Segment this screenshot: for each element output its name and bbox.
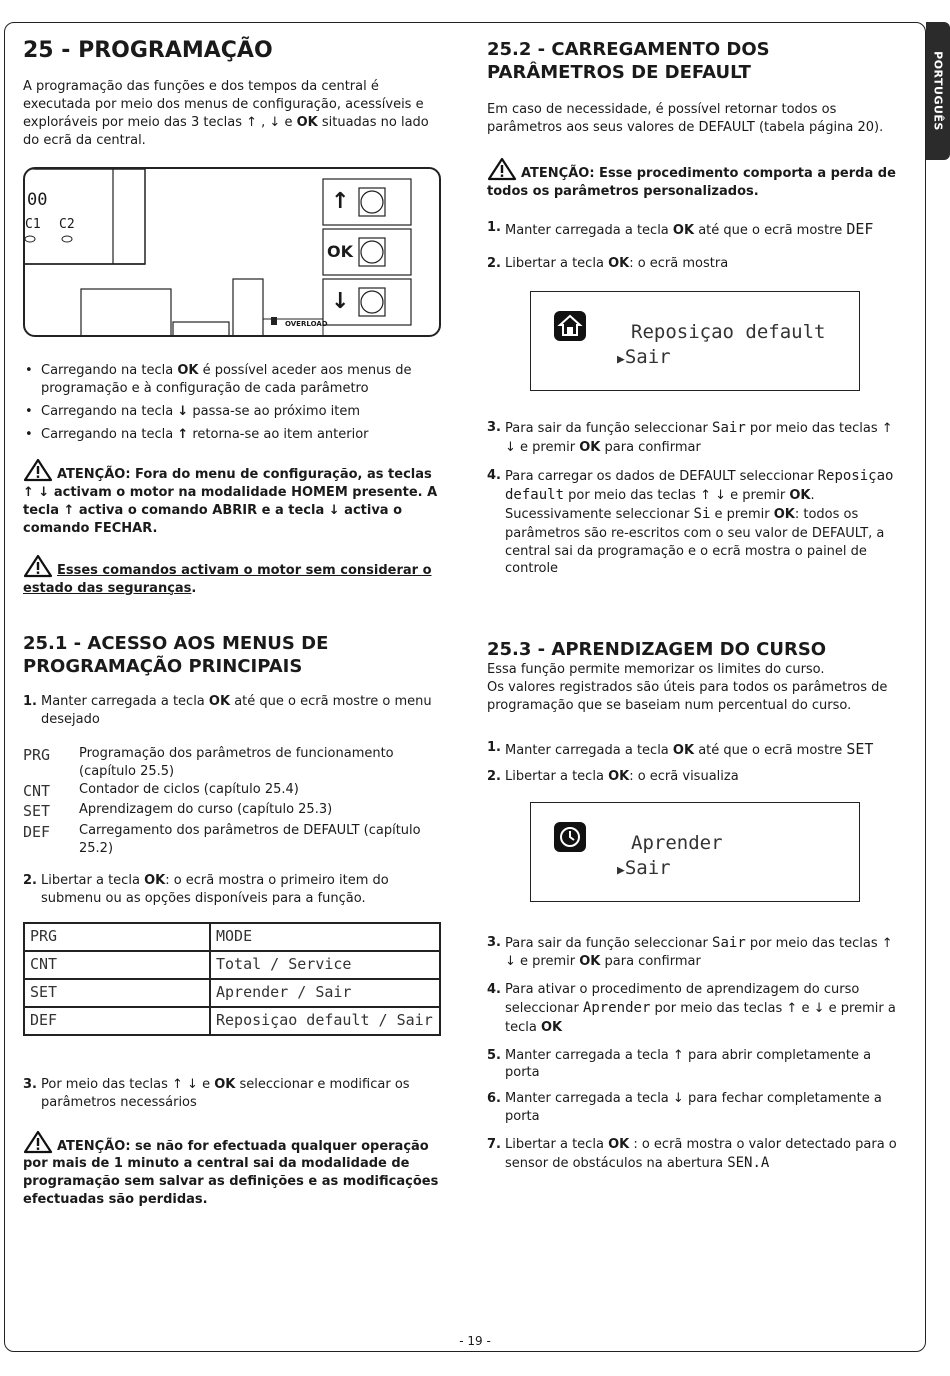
step-item bbox=[23, 1076, 443, 1112]
section-25-3 bbox=[487, 638, 902, 1184]
step-number: 7. bbox=[487, 1137, 501, 1153]
step-text-c: e premir bbox=[520, 439, 576, 455]
step-number: 3. bbox=[487, 420, 501, 436]
step-text-a: Por meio das teclas bbox=[41, 1076, 168, 1092]
section-25-intro bbox=[23, 78, 443, 150]
section-25-2 bbox=[487, 38, 902, 588]
warning-icon bbox=[23, 458, 53, 482]
step-text-a: Manter carregada a tecla bbox=[505, 1091, 669, 1107]
menu-code-row bbox=[23, 745, 443, 781]
lcd-line-2-wrap bbox=[617, 855, 671, 881]
lcd-line-1: Reposiçao default bbox=[631, 321, 826, 344]
step-text bbox=[505, 934, 902, 971]
step-text bbox=[505, 219, 902, 240]
step-text-a: Manter carregada a tecla bbox=[505, 222, 669, 238]
intro-ok: OK bbox=[296, 115, 318, 131]
menu-code: DEF bbox=[23, 822, 51, 841]
step-number: 1. bbox=[23, 693, 37, 709]
step-text-c: e premir a tecla bbox=[505, 1001, 896, 1035]
section-25-3-intro-1: Essa função permite memorizar os limites do curso. bbox=[487, 662, 825, 678]
step-text-a: Libertar a tecla bbox=[505, 769, 604, 785]
step-number: 2. bbox=[23, 872, 37, 888]
left-column bbox=[23, 38, 443, 598]
table-cell-menu: DEF bbox=[24, 1007, 210, 1035]
step-ok: OK bbox=[579, 439, 601, 455]
lcd-display-default bbox=[530, 291, 860, 391]
bullet-key: OK bbox=[177, 363, 199, 379]
language-tab bbox=[926, 22, 950, 160]
section-25-1 bbox=[23, 632, 443, 1209]
step-text bbox=[505, 255, 902, 273]
step-number: 2. bbox=[487, 769, 501, 785]
step-down-arrow: ↓ bbox=[813, 1001, 825, 1017]
menu-code-row bbox=[23, 822, 443, 858]
step-text-c: e premir bbox=[730, 487, 786, 503]
board-up-arrow-icon: ↑ bbox=[331, 189, 350, 215]
step-text bbox=[505, 739, 902, 760]
step-text-d: . bbox=[810, 487, 815, 503]
step-code-2: Si bbox=[693, 506, 711, 523]
bullet-item bbox=[23, 426, 443, 444]
table-cell-options: Aprender / Sair bbox=[210, 979, 440, 1007]
lcd-line-1: Aprender bbox=[631, 832, 723, 855]
table-row bbox=[24, 923, 440, 951]
step-item bbox=[487, 934, 902, 971]
step-item bbox=[487, 981, 902, 1036]
step-text bbox=[41, 1076, 443, 1112]
menu-desc: Contador de ciclos (capítulo 25.4) bbox=[79, 781, 299, 797]
step-code: SEN.A bbox=[727, 1155, 770, 1172]
step-text-a: Manter carregada a tecla bbox=[505, 743, 669, 759]
warning-end: . bbox=[191, 580, 197, 596]
step-ok: OK bbox=[789, 487, 811, 503]
board-ok-label: OK bbox=[327, 242, 353, 262]
step-text bbox=[505, 1090, 902, 1126]
table-row bbox=[24, 951, 440, 979]
warning-icon bbox=[487, 157, 517, 181]
step-text bbox=[505, 467, 902, 579]
step-item bbox=[487, 739, 902, 760]
step-text-b: para abrir completamente a porta bbox=[505, 1047, 872, 1081]
step-text bbox=[505, 981, 902, 1036]
step-ok: OK bbox=[608, 769, 630, 785]
step-item bbox=[487, 768, 902, 786]
step-item bbox=[23, 693, 443, 729]
step-and: e bbox=[801, 1001, 810, 1017]
step-text bbox=[505, 1047, 902, 1083]
step-ok-2: OK bbox=[773, 507, 795, 523]
menu-code-list bbox=[23, 745, 443, 858]
section-25-2-title: 25.2 - CARREGAMENTO DOS PARÂMETROS DE DEFAULT bbox=[487, 39, 770, 84]
table-cell-menu: PRG bbox=[24, 923, 210, 951]
table-cell-menu: SET bbox=[24, 979, 210, 1007]
step-text bbox=[505, 419, 902, 456]
bullet-item bbox=[23, 403, 443, 421]
step-code: Aprender bbox=[582, 1000, 651, 1017]
warning-text: ATENÇÃO: se não for efectuada qualquer operação por mais de 1 minuto a central sai da modalidade de programação sem salvar as definições e as modificações efectuadas são perdidas. bbox=[23, 1138, 439, 1208]
step-arrows: ↑ ↓ bbox=[700, 487, 726, 503]
lcd-display-learn bbox=[530, 802, 860, 902]
control-board-illustration bbox=[23, 167, 441, 337]
step-text bbox=[41, 693, 443, 729]
section-25-1-title: 25.1 - ACESSO AOS MENUS DE PROGRAMAÇÃO PRINCIPAIS bbox=[23, 633, 329, 678]
step-ok: OK bbox=[144, 872, 166, 888]
menu-code-row bbox=[23, 781, 443, 802]
step-ok: OK bbox=[208, 693, 231, 709]
intro-and: e bbox=[284, 115, 293, 131]
warning-text: ATENÇÃO: Fora do menu de configuração, as teclas ↑ ↓ activam o motor na modalidade HOMEM presente. A tecla ↑ activa o comando ABRIR e a tecla ↓ activa o comando FECHAR. bbox=[23, 466, 438, 536]
menu-desc: Aprendizagem do curso (capítulo 25.3) bbox=[79, 802, 333, 818]
step-item bbox=[23, 872, 443, 908]
warning-default bbox=[487, 157, 902, 201]
menu-code: SET bbox=[23, 802, 51, 821]
board-c1-label: C1 bbox=[25, 217, 41, 233]
menu-desc: Carregamento dos parâmetros de DEFAULT (capítulo 25.2) bbox=[79, 822, 421, 856]
menu-code: CNT bbox=[23, 781, 51, 800]
lcd-cursor-icon: ▶ bbox=[617, 352, 625, 368]
step-text-b: : o ecrã mostra o valor detectado para o sensor de obstáculos na abertura bbox=[505, 1137, 897, 1172]
step-text-f: e premir bbox=[714, 507, 770, 523]
table-cell-options: MODE bbox=[210, 923, 440, 951]
step-text-b: até que o ecrã mostre o menu desejado bbox=[41, 693, 432, 727]
warning-text: Esses comandos activam o motor sem considerar o estado das seguranças bbox=[23, 562, 432, 596]
step-text-b: por meio das teclas bbox=[654, 1001, 783, 1017]
step-text-b: para fechar completamente a porta bbox=[505, 1091, 882, 1125]
bullet-item bbox=[23, 362, 443, 398]
step-item bbox=[487, 1047, 902, 1083]
step-number: 2. bbox=[487, 256, 501, 272]
step-text-b: : o ecrã mostra bbox=[629, 256, 729, 272]
warning-timeout bbox=[23, 1130, 443, 1210]
step-text-b: até que o ecrã mostre bbox=[698, 222, 843, 238]
board-drawing bbox=[25, 169, 441, 337]
step-number: 1. bbox=[487, 740, 501, 756]
lcd-line-2: Sair bbox=[624, 346, 671, 369]
step-text-c: e premir bbox=[520, 954, 576, 970]
warning-seguranca bbox=[23, 554, 443, 598]
warning-text: ATENÇÃO: Esse procedimento comporta a perda de todos os parâmetros personalizados. bbox=[487, 165, 896, 199]
warning-homem-presente bbox=[23, 458, 443, 538]
step-text bbox=[505, 768, 902, 786]
table-cell-menu: CNT bbox=[24, 951, 210, 979]
table-row bbox=[24, 979, 440, 1007]
bullet-key: ↓ bbox=[177, 404, 189, 420]
lcd-line-2: Sair bbox=[624, 857, 671, 880]
step-number: 3. bbox=[23, 1076, 37, 1092]
step-item bbox=[487, 1136, 902, 1173]
intro-text-end: situadas no lado do ecrã da central. bbox=[23, 115, 429, 149]
step-text-b: seleccionar e modificar os parâmetros necessários bbox=[41, 1076, 410, 1110]
intro-text: A programação das funções e dos tempos da central é executada por meio dos menus de configuração, acessíveis e exploráveis por meio das 3 teclas bbox=[23, 79, 424, 131]
step-up-arrow: ↑ bbox=[786, 1001, 798, 1017]
step-text-b: por meio das teclas bbox=[568, 487, 696, 503]
step-code: Reposiçao default bbox=[505, 467, 894, 503]
step-text-b: até que o ecrã mostre bbox=[698, 743, 843, 759]
step-ok: OK bbox=[608, 256, 630, 272]
step-ok: OK bbox=[540, 1019, 563, 1035]
step-number: 1. bbox=[487, 219, 501, 235]
board-overload-label: OVERLOAD bbox=[285, 320, 328, 329]
menu-code: PRG bbox=[23, 745, 51, 764]
step-text bbox=[505, 1136, 902, 1173]
language-tab-label: PORTUGUÊS bbox=[931, 51, 945, 131]
step-arrows: ↑ ↓ bbox=[505, 936, 893, 970]
step-text-a: Manter carregada a tecla bbox=[41, 693, 205, 709]
lcd-line-2-wrap bbox=[617, 344, 671, 370]
step-ok: OK bbox=[672, 743, 695, 759]
step-item bbox=[487, 419, 902, 456]
section-25-title: 25 - PROGRAMAÇÃO bbox=[23, 38, 273, 63]
section-25-3-intro-2: Os valores registrados são úteis para todos os parâmetros de programação que se baseiam num percentual do curso. bbox=[487, 680, 888, 714]
bullet-key: ↑ bbox=[177, 426, 189, 442]
bullet-text: Carregando na tecla bbox=[41, 404, 174, 420]
step-item bbox=[487, 1090, 902, 1126]
board-display-text: 00 bbox=[27, 190, 48, 211]
page-number: - 19 - bbox=[459, 1334, 491, 1348]
step-text-a: Para sair da função seleccionar bbox=[505, 421, 708, 437]
step-text-a: Para sair da função seleccionar bbox=[505, 936, 708, 952]
step-ok: OK bbox=[214, 1076, 236, 1092]
step-ok: OK bbox=[579, 954, 601, 970]
step-arrows: ↑ ↓ bbox=[172, 1076, 198, 1092]
step-number: 3. bbox=[487, 935, 501, 951]
step-code: SET bbox=[846, 740, 874, 759]
step-text-a: Libertar a tecla bbox=[505, 1137, 604, 1153]
bullet-text-end: retorna-se ao item anterior bbox=[192, 426, 369, 442]
learn-icon bbox=[553, 821, 587, 853]
section-25-3-title: 25.3 - APRENDIZAGEM DO CURSO bbox=[487, 639, 827, 660]
warning-icon bbox=[23, 554, 53, 578]
bullet-text-end: é possível aceder aos menus de programação e à configuração de cada parâmetro bbox=[41, 363, 412, 397]
step-item bbox=[487, 219, 902, 240]
step-number: 6. bbox=[487, 1091, 501, 1107]
bullet-text-end: passa-se ao próximo item bbox=[192, 404, 361, 420]
step-text-b: : o ecrã mostra o primeiro item do submenu ou as opções disponíveis para a função. bbox=[41, 872, 389, 906]
step-and: e bbox=[202, 1076, 211, 1092]
key-bullet-list bbox=[23, 362, 443, 444]
step-arrow: ↑ bbox=[672, 1047, 684, 1063]
bullet-text: Carregando na tecla bbox=[41, 363, 174, 379]
menu-desc: Programação dos parâmetros de funcionamento (capítulo 25.5) bbox=[79, 745, 394, 779]
step-item bbox=[487, 255, 902, 273]
step-ok: OK bbox=[672, 222, 695, 238]
table-cell-options: Reposiçao default / Sair bbox=[210, 1007, 440, 1035]
step-text-e: Sucessivamente seleccionar bbox=[505, 507, 690, 523]
table-row bbox=[24, 1007, 440, 1035]
step-text-a: Libertar a tecla bbox=[41, 872, 140, 888]
home-reset-icon bbox=[553, 310, 587, 342]
step-number: 4. bbox=[487, 467, 501, 483]
step-text-b: por meio das teclas bbox=[749, 421, 878, 437]
intro-arrows: ↑ , ↓ bbox=[246, 115, 281, 131]
step-arrows: ↑ ↓ bbox=[505, 421, 893, 455]
submenu-table bbox=[23, 922, 441, 1036]
step-text-d: para confirmar bbox=[604, 439, 701, 455]
board-down-arrow-icon: ↓ bbox=[331, 289, 350, 315]
step-text-d: para confirmar bbox=[604, 954, 701, 970]
step-text bbox=[41, 872, 443, 908]
step-number: 4. bbox=[487, 982, 501, 998]
warning-icon bbox=[23, 1130, 53, 1154]
step-arrow: ↓ bbox=[672, 1091, 684, 1107]
step-text-a: Manter carregada a tecla bbox=[505, 1047, 669, 1063]
step-number: 5. bbox=[487, 1047, 501, 1063]
step-text-g: : todos os parâmetros são re-escritos com o seu valor de DEFAULT, a central sai da programação e o ecrã mostra o painel de controle bbox=[505, 507, 885, 577]
step-text-b: : o ecrã visualiza bbox=[629, 769, 739, 785]
step-item bbox=[487, 467, 902, 579]
step-code: Sair bbox=[712, 935, 746, 952]
menu-code-row bbox=[23, 801, 443, 822]
step-text-a: Libertar a tecla bbox=[505, 256, 604, 272]
table-cell-options: Total / Service bbox=[210, 951, 440, 979]
lcd-cursor-icon: ▶ bbox=[617, 863, 625, 879]
bullet-text: Carregando na tecla bbox=[41, 426, 174, 442]
step-ok: OK bbox=[608, 1137, 630, 1153]
step-code: DEF bbox=[846, 219, 874, 238]
step-text-a: Para carregar os dados de DEFAULT seleccionar bbox=[505, 468, 814, 484]
step-code: Sair bbox=[712, 420, 746, 437]
step-text-a: Para ativar o procedimento de aprendizagem do curso seleccionar bbox=[505, 982, 860, 1017]
section-25-2-intro: Em caso de necessidade, é possível retornar todos os parâmetros aos seus valores de DEFAULT (tabela página 20). bbox=[487, 101, 884, 135]
step-text-b: por meio das teclas bbox=[749, 936, 878, 952]
board-c2-label: C2 bbox=[59, 217, 75, 233]
